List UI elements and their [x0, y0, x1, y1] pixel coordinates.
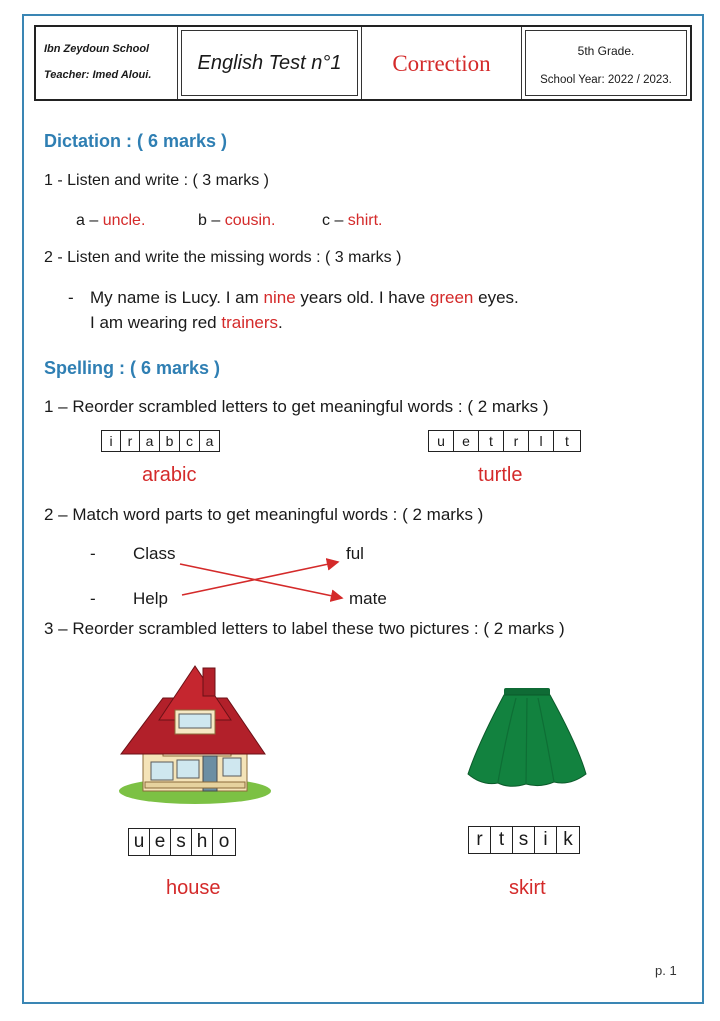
item-word: uncle.: [102, 212, 146, 229]
school-name: Ibn Zeydoun School: [44, 43, 150, 55]
item-word: cousin.: [224, 212, 276, 229]
letter-cell: o: [218, 831, 230, 852]
letter-cell: u: [429, 431, 454, 451]
scramble-box-4: [468, 826, 580, 854]
dictation-title: Dictation : ( 6 marks ): [44, 131, 228, 151]
dictation-q1: 1 - Listen and write : ( 3 marks ): [44, 172, 269, 189]
item-prefix: c –: [322, 212, 344, 229]
letter-cell: l: [529, 431, 554, 451]
letter-cell: t: [565, 433, 569, 449]
letter-cell: i: [535, 827, 557, 853]
letter-cell: t: [479, 431, 504, 451]
letter-cell: i: [102, 431, 121, 451]
grade-cell-inner: [525, 30, 687, 96]
spelling-q3: 3 – Reorder scrambled letters to label these two pictures : ( 2 marks ): [44, 619, 565, 638]
page-number: p. 1: [655, 963, 677, 978]
dictation-item-c: [322, 212, 382, 230]
skirt-picture-icon: [466, 686, 588, 790]
missing-word: trainers: [221, 313, 279, 332]
match-arrows-icon: [170, 550, 360, 610]
match-right-2: mate: [349, 589, 387, 608]
item-prefix: a –: [76, 212, 99, 229]
match-dash-1: -: [90, 544, 96, 563]
spelling-q1: 1 – Reorder scrambled letters to get meaningful words : ( 2 marks ): [44, 397, 549, 416]
scramble-box-2: [428, 430, 581, 452]
letter-cell: s: [171, 829, 192, 855]
spelling-q2: 2 – Match word parts to get meaningful words : ( 2 marks ): [44, 505, 484, 524]
item-word: shirt.: [347, 212, 383, 229]
letter-cell: c: [180, 431, 200, 451]
correction-cell: [362, 27, 522, 99]
sentence-text: .: [278, 313, 283, 332]
dictation-sentence-2: [90, 313, 283, 333]
item-prefix: b –: [198, 212, 221, 229]
letter-cell: b: [160, 431, 180, 451]
header-table: [34, 25, 692, 101]
dictation-sentence-1: [90, 288, 519, 308]
spelling-title: Spelling : ( 6 marks ): [44, 358, 221, 378]
test-title: English Test n°1: [197, 52, 342, 74]
grade-cell: [522, 27, 690, 99]
letter-cell: h: [192, 829, 213, 855]
answer-turtle: turtle: [478, 464, 523, 486]
sentence-text: I am wearing red: [90, 313, 217, 332]
school-cell: [36, 27, 178, 99]
letter-cell: a: [140, 431, 160, 451]
school-year: School Year: 2022 / 2023.: [540, 74, 672, 86]
answer-arabic: arabic: [142, 464, 197, 486]
letter-cell: e: [150, 829, 171, 855]
teacher-name: Teacher: Imed Aloui.: [44, 69, 152, 81]
letter-cell: r: [121, 431, 140, 451]
dictation-q2: 2 - Listen and write the missing words : ( 3 marks ): [44, 249, 402, 266]
match-dash-2: -: [90, 589, 96, 608]
test-cell: [178, 27, 362, 99]
scramble-box-1: [101, 430, 220, 452]
answer-skirt: skirt: [509, 877, 546, 899]
house-picture-icon: [115, 658, 275, 806]
letter-cell: r: [504, 431, 529, 451]
sentence-text: My name is Lucy. I am: [90, 288, 259, 307]
letter-cell: a: [205, 433, 214, 449]
letter-cell: t: [491, 827, 513, 853]
answer-house: house: [166, 877, 221, 899]
dictation-item-b: [198, 212, 275, 230]
match-left-2: Help: [133, 589, 168, 608]
dictation-item-a: [76, 212, 145, 230]
missing-word: nine: [263, 288, 296, 307]
letter-cell: u: [129, 829, 150, 855]
letter-cell: r: [469, 827, 491, 853]
match-right-1: ful: [346, 544, 364, 563]
grade-label: 5th Grade.: [577, 44, 635, 58]
sentence-text: years old. I have: [300, 288, 426, 307]
letter-cell: s: [513, 827, 535, 853]
sentence-text: eyes.: [478, 288, 519, 307]
match-left-1: Class: [133, 544, 176, 563]
missing-word: green: [429, 288, 474, 307]
letter-cell: e: [454, 431, 479, 451]
scramble-box-3: [128, 828, 236, 856]
letter-cell: k: [563, 829, 573, 850]
correction-label: Correction: [392, 51, 491, 76]
dictation-dash: -: [68, 288, 74, 307]
